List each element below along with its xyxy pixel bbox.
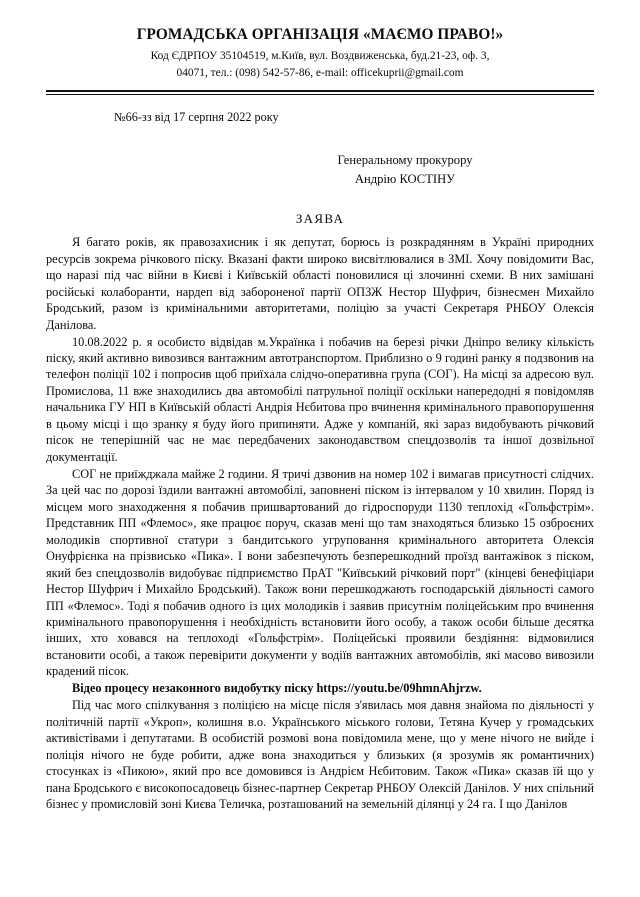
divider-thin-line [46, 94, 594, 95]
document-number: №66-зз від 17 серпня 2022 року [114, 110, 279, 125]
addressee-line-1: Генеральному прокурору [337, 153, 473, 168]
divider-thick-line [46, 90, 594, 92]
paragraph-4: Під час мого спілкування з поліцією на місце після з'явилась моя давня знайома по діяльності у політичній партії «Укроп», колишня в.о. Українського міського голови, Тетяна Кучер у громадських активістівами і депутатами. В особистій розмові вона повідомила мене, що у мене нічого не вийде і поліція нічого не буде робити, адже вона знаходиться у близьких (я зрозумів як романтичних) стосунках із «Пикою», який про все домовився із Андрієм Нєбитовим. Також «Пика» сказав їй що у пана Бродського є високопосадовець бізнес-партнер Секретар РНБОУ Олексій Данілов. У них спільний бізнес у промисловій зоні Києва Теличка, розташований на земельній ділянці у 24 га. І що Данілов [46, 698, 594, 812]
video-link-line[interactable]: Відео процесу незаконного видобутку піску https://youtu.be/09hmnAhjrzw. [72, 681, 482, 696]
organization-address-line-2: 04071, тел.: (098) 542-57-86, e-mail: officekuprii@gmail.com [176, 66, 464, 79]
organization-address-line-1: Код ЄДРПОУ 35104519, м.Київ, вул. Воздвиженська, буд.21-23, оф. 3, [150, 50, 490, 63]
paragraph-2: 10.08.2022 р. я особисто відвідав м.Українка і побачив на березі річки Дніпро велику кількість піску, який активно вивозився вантажним автотранспортом. Приблизно о 9 годині ранку я подзвонив на телефон поліції 102 і попросив щоб приїхала слідчо-оперативна група (СОГ). На місці за адресою вул. Промислова, 11 вже знаходились два автомобілі патрульної поліції оскільки напередодні я повідомляв начальника ГУ НП в Київській області Андрія Нєбитова про вчинення кримінального правопорушення в цьому місці і що зранку я буду його припиняти. Адже у компаній, які зараз видобувають річковий пісок не теперішній час не має передбачених законодавством спецдозволів та іншої дозвільної документації. [46, 334, 594, 464]
document-heading: ЗАЯВА [295, 211, 345, 227]
addressee-line-2: Андрію КОСТІНУ [354, 172, 456, 187]
paragraph-3: СОГ не приїжджала майже 2 години. Я тричі дзвонив на номер 102 і вимагав присутності слідчих. За цей час по дорозі їздили вантажні автомобілі, заповнені піском із інтервалом у 10 хвилин. Поряд із місцем мого знаходження я побачив пришвартований до гідроспоруди 1130 теплохід «Гольфстрім». Представник ПП «Флемос», яке працює поруч, сказав мені що там знаходяться близько 15 озброєних молодиків спортивної статури з бандитського угруповання кримінального авторитета Олексія Онуфрієнка на прізвисько «Пика». І вони забезпечують безперешкодний проїзд вантажівок з піском, який без спецдозволів видобуває підприємство ПрАТ "Київський річковий порт" (кінцеві бенефіціари Нестор Шуфрич і Михайло Бродський). Також вони перешкоджають господарській діяльності самого ПП «Флемос». Тоді я побачив одного із цих молодиків і заявив присутнім поліцейським про вчинення кримінального правопорушення і необхідність встановити його особу, а також особи більше десятка інших, хто ховався на теплоході «Гольфстрім». Поліцейські проявили бездіяння: відмовилися встановити особі, а також перевірити документи у водіїв вантажних автомобілів, які масово вивозили крадений пісок. [46, 466, 594, 679]
addressee [216, 151, 594, 189]
organization-title: ГРОМАДСЬКА ОРГАНІЗАЦІЯ «МАЄМО ПРАВО!» [136, 26, 504, 43]
paragraph-1: Я багато років, як правозахисник і як депутат, борюсь із розкрадянням в Україні природних ресурсів зокрема річкового піску. Вказані факти широко висвітлювалися в ЗМІ. Хочу повідомити Вас, що наразі під час війни в Києві і Київській області поновилися ці злочинні схеми. В них замішані російські колаборанти, нардеп від забороненої партії ОПЗЖ Нестор Шуфрич, бізнесмен Михайло Бродський, разом із кримінальними авторитетами, поліцію за участі Секретаря РНБОУ Олексія Данілова. [46, 235, 594, 332]
document-body [46, 234, 594, 812]
header-divider [46, 90, 594, 95]
